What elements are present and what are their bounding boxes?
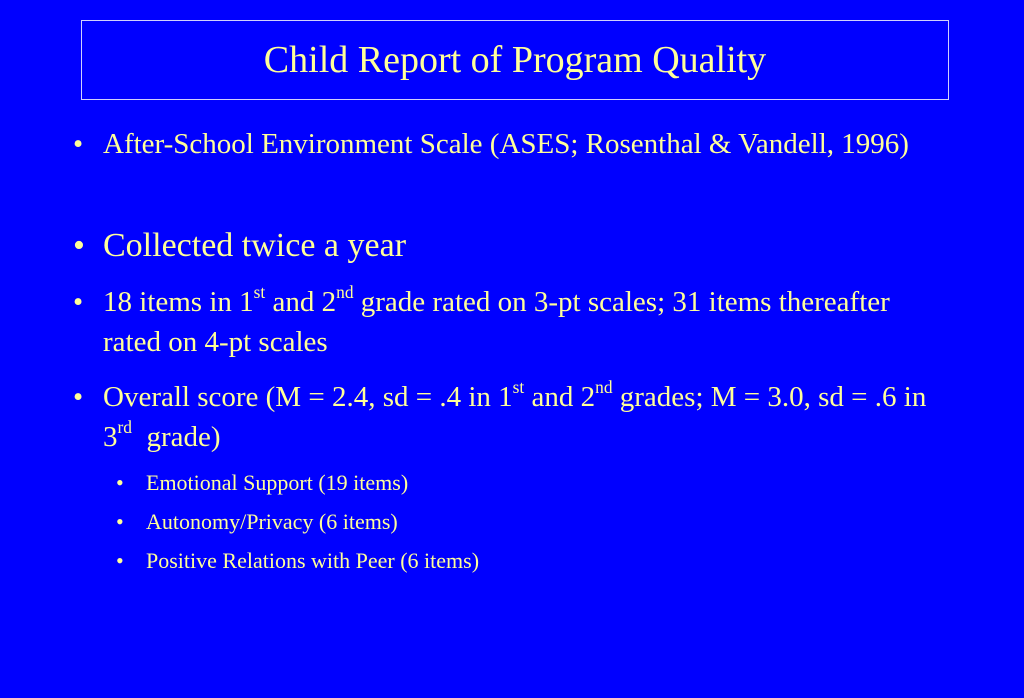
bullet-dot: • [116,548,124,573]
text-part: grade) [132,421,221,453]
sub-bullet-autonomy-privacy [116,507,398,537]
sub-bullet-text: Autonomy/Privacy (6 items) [146,509,398,534]
bullet-text [103,377,943,457]
text-part: grade rated on 3-pt scales; 31 items thereafter rated on 4-pt scales [103,286,890,358]
bullet-dot: • [116,470,124,495]
bullet-dot: • [116,509,124,534]
text-part: Overall score (M = 2.4, sd = .4 in 1 [103,381,513,413]
sub-bullet-text: Positive Relations with Peer (6 items) [146,548,480,573]
text-part: 18 items in 1 [103,286,254,318]
slide-title: Child Report of Program Quality [263,39,767,81]
superscript: rd [117,416,132,437]
superscript: nd [595,376,613,397]
bullet-collected [73,224,943,268]
bullet-text: After-School Environment Scale (ASES; Rosenthal & Vandell, 1996) [103,128,909,160]
bullet-ases [73,124,943,164]
text-part: and 2 [524,381,596,413]
bullet-dot: • [73,381,84,413]
sub-bullet-text: Emotional Support (19 items) [146,470,409,495]
text-part: grades; M = 3.0, sd = .6 in 3 [103,381,927,453]
sub-bullet-positive-relations [116,546,479,576]
superscript: st [253,281,266,302]
title-box [81,20,949,100]
bullet-items [73,282,943,362]
sub-bullet-emotional-support [116,468,408,498]
bullet-text: Collected twice a year [103,227,407,264]
text-part: and 2 [265,286,337,318]
bullet-overall-score [73,377,943,457]
bullet-dot: • [73,227,85,264]
superscript: st [512,376,525,397]
bullet-dot: • [73,128,84,160]
bullet-dot: • [73,286,84,318]
superscript: nd [336,281,354,302]
bullet-text [103,282,943,362]
